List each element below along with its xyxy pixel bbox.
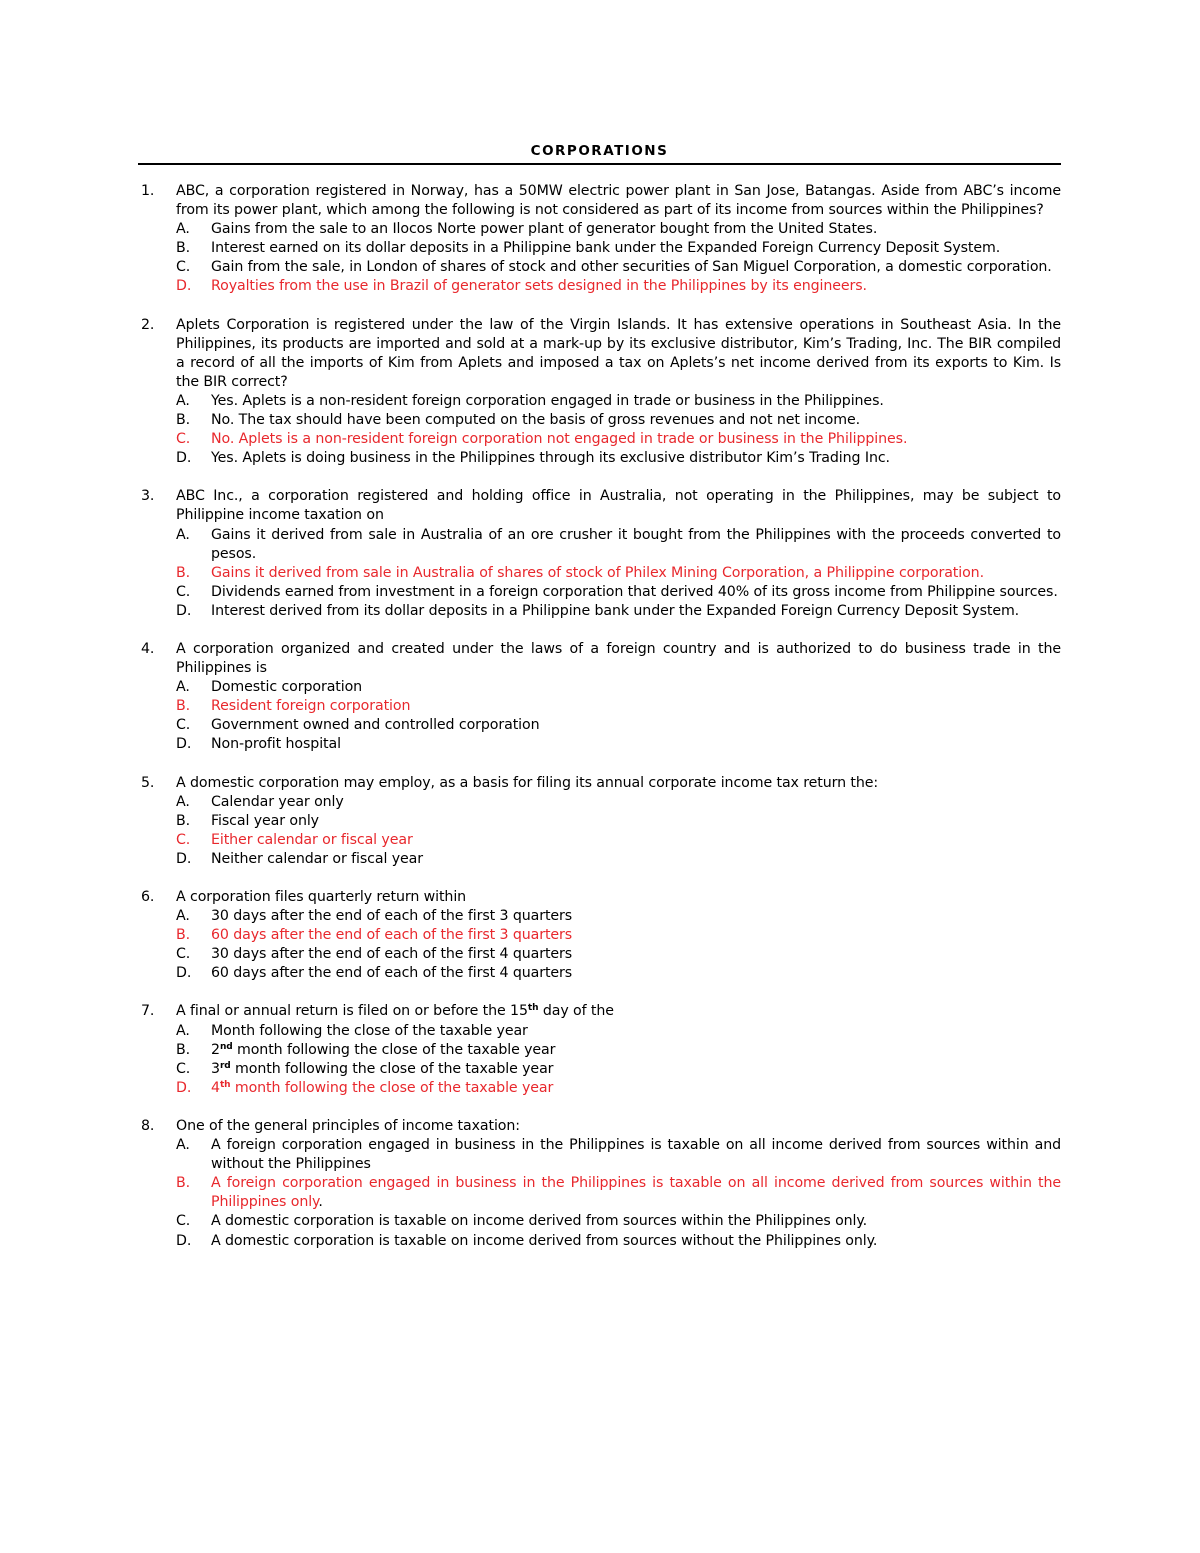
question-number: 8. xyxy=(141,1117,155,1134)
question-number: 3. xyxy=(141,488,155,505)
choice-text: A foreign corporation engaged in business in the Philippines is taxable on all income derived from sources within the Philippines only xyxy=(211,1175,1061,1211)
question-number: 7. xyxy=(141,1003,155,1020)
choice-text: 60 days after the end of each of the first 3 quarters xyxy=(211,927,573,944)
question-text: A corporation files quarterly return within xyxy=(176,889,467,905)
choice-text: 30 days after the end of each of the first 4 quarters xyxy=(211,946,573,963)
choice-a xyxy=(176,392,1061,411)
choice-d xyxy=(176,449,1061,468)
choice-label: C. xyxy=(176,1060,191,1077)
choice-label: B. xyxy=(176,564,191,581)
question-4 xyxy=(138,640,1061,755)
question-7 xyxy=(138,1002,1061,1097)
choice-label: A. xyxy=(176,1137,190,1154)
question-5 xyxy=(138,774,1061,869)
choice-label: A. xyxy=(176,908,190,925)
choice-a xyxy=(176,907,1061,926)
choice-text-part: month following the close of the taxable year xyxy=(230,1079,554,1096)
question-text: A domestic corporation may employ, as a basis for filing its annual corporate income tax return the: xyxy=(176,774,879,791)
choice-text: Resident foreign corporation xyxy=(211,698,411,715)
choice-b xyxy=(176,411,1061,430)
choice-d-answer xyxy=(176,1079,1061,1098)
question-number: 4. xyxy=(141,640,155,657)
choice-b-answer xyxy=(176,697,1061,716)
choice-label: D. xyxy=(176,850,192,867)
choice-text: Gains it derived from sale in Australia of shares of stock of Philex Mining Corporation, a Philippine corporation. xyxy=(211,564,984,581)
choice-label: A. xyxy=(176,392,190,409)
choice-text: 30 days after the end of each of the first 3 quarters xyxy=(211,908,573,925)
choice-label: B. xyxy=(176,927,191,944)
question-text xyxy=(176,1002,1061,1021)
ordinal-suffix: rd xyxy=(219,1060,231,1071)
choice-label: C. xyxy=(176,831,191,848)
choice-label: D. xyxy=(176,602,192,619)
choice-b-answer xyxy=(176,1174,1061,1212)
choice-label: A. xyxy=(176,1022,190,1039)
choice-a xyxy=(176,678,1061,697)
choice-text: Yes. Aplets is doing business in the Philippines through its exclusive distributor Kim’s Trading Inc. xyxy=(211,450,890,467)
choice-list xyxy=(176,392,1061,468)
choice-text: Gains from the sale to an Ilocos Norte power plant of generator bought from the United States. xyxy=(211,221,878,238)
choice-text: 60 days after the end of each of the first 4 quarters xyxy=(211,965,573,982)
choice-label: B. xyxy=(176,1041,191,1058)
choice-label: C. xyxy=(176,946,191,963)
choice-b-answer xyxy=(176,926,1061,945)
choice-text: Gains it derived from sale in Australia of an ore crusher it bought from the Philippines with the proceeds converted to pesos. xyxy=(211,526,1061,562)
choice-text: No. The tax should have been computed on the basis of gross revenues and not net income. xyxy=(211,412,861,429)
choice-a xyxy=(176,526,1061,564)
choice-d xyxy=(176,1232,1061,1251)
choice-label: D. xyxy=(176,1079,192,1096)
choice-text: Gain from the sale, in London of shares of stock and other securities of San Miguel Corporation, a domestic corporation. xyxy=(211,259,1052,276)
choice-text: Interest earned on its dollar deposits in a Philippine bank under the Expanded Foreign Currency Deposit System. xyxy=(211,240,1001,257)
choice-text-part: 4 xyxy=(211,1079,220,1096)
choice-list xyxy=(176,526,1061,621)
choice-d xyxy=(176,850,1061,869)
choice-c xyxy=(176,583,1061,602)
choice-a xyxy=(176,793,1061,812)
choice-text-part: month following the close of the taxable year xyxy=(232,1041,556,1058)
choice-label: A. xyxy=(176,679,190,696)
question-3 xyxy=(138,487,1061,621)
choice-label: D. xyxy=(176,736,192,753)
choice-label: C. xyxy=(176,1213,191,1230)
choice-c xyxy=(176,716,1061,735)
choice-c xyxy=(176,1212,1061,1231)
choice-text: Either calendar or fiscal year xyxy=(211,831,413,848)
ordinal-suffix: th xyxy=(219,1079,231,1090)
choice-text: Royalties from the use in Brazil of generator sets designed in the Philippines by its engineers. xyxy=(211,278,867,295)
ordinal-suffix: th xyxy=(527,1003,539,1014)
choice-list xyxy=(176,1022,1061,1098)
question-number: 1. xyxy=(141,183,155,199)
question-text: Aplets Corporation is registered under the law of the Virgin Islands. It has extensive operations in Southeast Asia. In the Philippines, its products are imported and sold at a mark-up by its exclusive distributor, Kim’s Trading, Inc. The BIR compiled a record of all the imports of Kim from Aplets and imposed a tax on Aplets’s net income derived from its exports to Kim. Is the BIR correct? xyxy=(176,316,1061,390)
choice-text: Yes. Aplets is a non-resident foreign corporation engaged in trade or business in the Philippines. xyxy=(211,392,884,409)
choice-text: A domestic corporation is taxable on income derived from sources without the Philippines only. xyxy=(211,1232,878,1249)
choice-text: A domestic corporation is taxable on income derived from sources within the Philippines only. xyxy=(211,1213,868,1230)
choice-d xyxy=(176,735,1061,754)
choice-text: Domestic corporation xyxy=(211,679,363,696)
choice-label: D. xyxy=(176,965,192,982)
choice-label: B. xyxy=(176,1175,191,1192)
choice-list xyxy=(176,678,1061,754)
choice-text: Government owned and controlled corporation xyxy=(211,717,540,734)
choice-text: Month following the close of the taxable year xyxy=(211,1022,528,1039)
choice-d xyxy=(176,964,1061,983)
question-text: ABC, a corporation registered in Norway, has a 50MW electric power plant in San Jose, Batangas. Aside from ABC’s income from its power plant, which among the following is not considered as part of its income from sources within the Philippines? xyxy=(176,183,1061,219)
page-title: CORPORATIONS xyxy=(138,140,1061,165)
choice-a xyxy=(176,1022,1061,1041)
question-list xyxy=(138,182,1061,1251)
choice-label: D. xyxy=(176,1232,192,1249)
choice-text-part: 2 xyxy=(211,1041,220,1058)
choice-label: C. xyxy=(176,431,191,448)
choice-b xyxy=(176,1041,1061,1060)
choice-c-answer xyxy=(176,831,1061,850)
choice-a xyxy=(176,1136,1061,1174)
choice-label: D. xyxy=(176,450,192,467)
choice-text: A foreign corporation engaged in business in the Philippines is taxable on all income derived from sources within and without the Philippines xyxy=(211,1137,1061,1173)
question-number: 5. xyxy=(141,774,155,791)
choice-text-period: . xyxy=(318,1194,323,1211)
choice-c-answer xyxy=(176,430,1061,449)
choice-label: B. xyxy=(176,240,191,257)
choice-c xyxy=(176,945,1061,964)
question-text: ABC Inc., a corporation registered and holding office in Australia, not operating in the Philippines, may be subject to Philippine income taxation on xyxy=(176,488,1061,524)
choice-label: A. xyxy=(176,526,190,543)
question-8 xyxy=(138,1117,1061,1251)
choice-text: Non-profit hospital xyxy=(211,736,341,753)
choice-d-answer xyxy=(176,277,1061,296)
choice-text-part: 3 xyxy=(211,1060,220,1077)
question-text: A corporation organized and created under the laws of a foreign country and is authorized to do business trade in the Philippines is xyxy=(176,640,1061,677)
choice-text-part: month following the close of the taxable year xyxy=(230,1060,554,1077)
ordinal-suffix: nd xyxy=(219,1041,233,1052)
choice-label: C. xyxy=(176,717,191,734)
question-2 xyxy=(138,316,1061,469)
choice-c xyxy=(176,1060,1061,1079)
choice-label: B. xyxy=(176,812,191,829)
choice-b xyxy=(176,812,1061,831)
choice-label: B. xyxy=(176,412,191,429)
choice-label: B. xyxy=(176,698,191,715)
choice-text: Dividends earned from investment in a foreign corporation that derived 40% of its gross income from Philippine sources. xyxy=(211,583,1058,600)
choice-text: Calendar year only xyxy=(211,793,344,810)
choice-c xyxy=(176,258,1061,277)
choice-a xyxy=(176,220,1061,239)
choice-text: Fiscal year only xyxy=(211,812,319,829)
question-number: 2. xyxy=(141,316,155,333)
question-text-part: A final or annual return is filed on or before the 15 xyxy=(176,1003,528,1020)
choice-text: Neither calendar or fiscal year xyxy=(211,850,423,867)
choice-text: No. Aplets is a non-resident foreign corporation not engaged in trade or business in the Philippines. xyxy=(211,431,908,448)
document-body xyxy=(138,140,1061,1251)
question-1 xyxy=(138,182,1061,297)
choice-text: Interest derived from its dollar deposits in a Philippine bank under the Expanded Foreign Currency Deposit System. xyxy=(211,602,1020,619)
choice-b xyxy=(176,239,1061,258)
choice-b-answer xyxy=(176,564,1061,583)
question-text: One of the general principles of income taxation: xyxy=(176,1117,520,1134)
choice-list xyxy=(176,220,1061,296)
choice-d xyxy=(176,602,1061,621)
choice-list xyxy=(176,1136,1061,1251)
choice-label: A. xyxy=(176,221,190,238)
choice-label: C. xyxy=(176,583,191,600)
choice-list xyxy=(176,907,1061,983)
choice-label: D. xyxy=(176,278,192,295)
question-text-part: day of the xyxy=(538,1003,614,1020)
choice-label: A. xyxy=(176,793,190,810)
question-number: 6. xyxy=(141,889,155,905)
choice-list xyxy=(176,793,1061,869)
choice-label: C. xyxy=(176,259,191,276)
question-6 xyxy=(138,888,1061,983)
